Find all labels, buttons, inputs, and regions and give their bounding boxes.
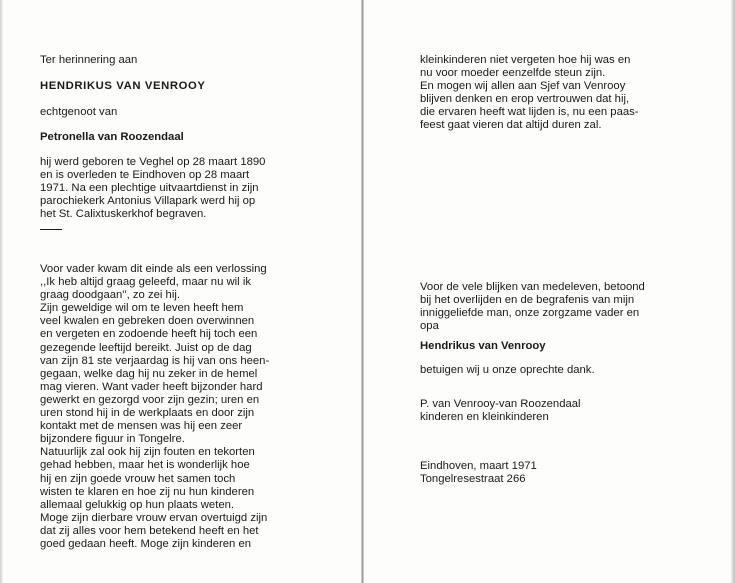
continuation-line: En mogen wij allen aan Sjef van Venrooy (420, 80, 626, 93)
family-line: kinderen en kleinkinderen (420, 411, 549, 424)
tribute-line: Natuurlijk zal ook hij zijn fouten en tekorten (40, 446, 255, 459)
intro-text: Ter herinnering aan (40, 54, 138, 66)
deceased-name: HENDRIKUS VAN VENROOY (40, 80, 206, 92)
birth-death-line: parochiekerk Antonius Villapark werd hij op (40, 195, 256, 208)
tribute-line: en vergeten en zodoende heeft hij toch een (40, 328, 258, 341)
left-page (0, 0, 362, 583)
continuation-paragraph (420, 54, 692, 133)
tribute-line: wisten te klaren en hoe zij nu hun kinderen (40, 485, 255, 498)
tribute-line: mag vieren. Want vader heeft bijzonder hard (40, 380, 263, 393)
thanks-line: inniggeliefde man, onze zorgzame vader en (420, 307, 640, 320)
spouse-name: Petronella van Roozendaal (40, 131, 184, 143)
birth-death-line: het St. Calixtuskerkhof begraven. (40, 208, 207, 221)
tribute-line: gegaan, welke dag hij nu zeker in de hemel (40, 367, 258, 380)
tribute-line: Zijn geweldige wil om te leven heeft hem (40, 302, 244, 315)
tribute-line: Voor vader kwam dit einde als een verlossing (40, 263, 267, 275)
tribute-line: graag doodgaan'', zo zei hij. (40, 289, 180, 302)
continuation-line: die ervaren heeft wat lijden is, nu een paas- (420, 106, 639, 119)
birth-death-line: hij werd geboren te Veghel op 28 maart 1890 (40, 156, 266, 168)
family-line: P. van Venrooy-van Roozendaal (420, 398, 581, 410)
tribute-line: bijzondere figuur in Tongelre. (40, 433, 185, 446)
tribute-line: goed gedaan heeft. Moge zijn kinderen en (40, 537, 252, 550)
card-right-edge (731, 0, 735, 583)
gratitude-text: betuigen wij u onze oprechte dank. (420, 364, 595, 376)
continuation-line: feest gaat vieren dat altijd duren zal. (420, 119, 602, 132)
continuation-line: blijven denken en erop vertrouwen dat hij, (420, 93, 630, 106)
tribute-line: gezegende leeftijd bereikt. Juist op de dag (40, 341, 252, 354)
thanks-line: bij het overlijden en de begrafenis van mijn (420, 294, 635, 307)
tribute-line: veel kwalen en gebreken doen overwinnen (40, 315, 255, 328)
divider (40, 229, 62, 230)
continuation-line: nu voor moeder eenzelfde steun zijn. (420, 67, 606, 80)
address: Tongelresestraat 266 (420, 473, 526, 485)
birth-death-line: en is overleden te Eindhoven op 28 maart (40, 169, 250, 182)
thanks-paragraph (420, 281, 700, 333)
tribute-line: dat zij alles voor hem betekend heeft en het (40, 524, 259, 537)
family-signature (420, 398, 581, 424)
birth-death-line: 1971. Na een plechtige uitvaartdienst in zijn (40, 182, 259, 195)
tribute-line: gehad hebben, maar het is wonderlijk hoe (40, 459, 250, 472)
tribute-line: Moge zijn dierbare vrouw ervan overtuigd zijn (40, 511, 268, 524)
thanks-line: opa (420, 320, 439, 333)
tribute-paragraph (40, 263, 326, 551)
signature-name: Hendrikus van Venrooy (420, 340, 546, 352)
tribute-line: allemaal gelukkig op hun plaats weten. (40, 498, 235, 511)
tribute-line: kontakt met de mensen was hij een zeer (40, 420, 243, 433)
tribute-line: van zijn 81 ste verjaardag is hij van ons heen- (40, 354, 270, 367)
relation-text: echtgenoot van (40, 106, 118, 118)
continuation-line: kleinkinderen niet vergeten hoe hij was en (420, 54, 631, 66)
tribute-line: gewerkt en gezorgd voor zijn gezin; uren en (40, 393, 260, 406)
thanks-line: Voor de vele blijken van medeleven, betoond (420, 281, 645, 293)
tribute-line: ,,Ik heb altijd graag geleefd, maar nu wil ik (40, 276, 251, 289)
place-date: Eindhoven, maart 1971 (420, 460, 537, 472)
tribute-line: uren stond hij in de werkplaats en door zijn (40, 407, 255, 420)
tribute-line: hij en zijn goede vrouw het samen toch (40, 472, 236, 485)
birth-death-paragraph (40, 156, 326, 221)
